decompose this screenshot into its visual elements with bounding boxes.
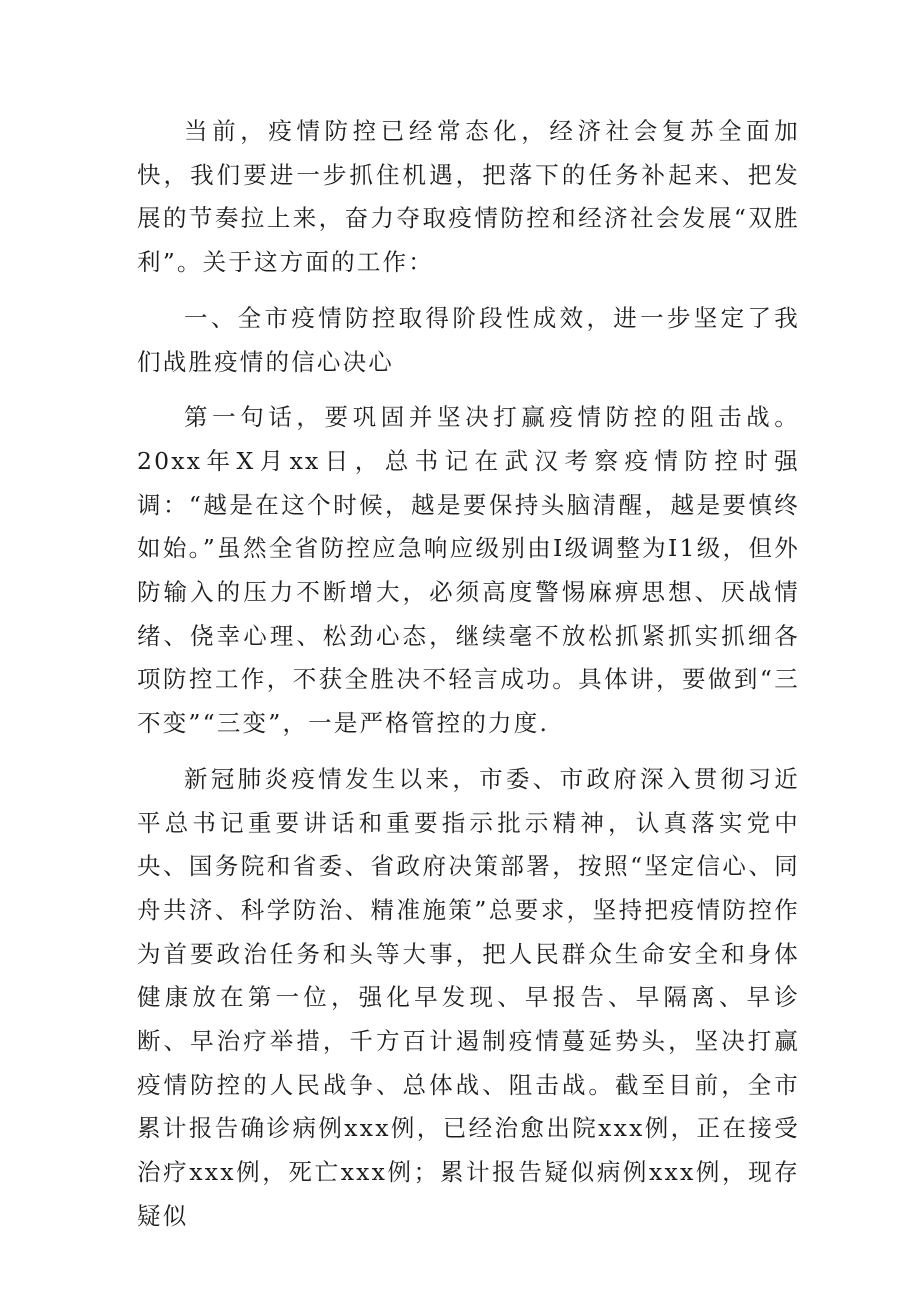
paragraph-summary: 新冠肺炎疫情发生以来，市委、市政府深入贯彻习近平总书记重要讲话和重要指示批示精神，认真落实党中央、国务院和省委、省政府决策部署，按照“坚定信心、同舟共济、科学防治、精准施策”总要求，坚持把疫情防控作为首要政治任务和头等大事，把人民群众生命安全和身体健康放在第一位，强化早发现、早报告、早隔离、早诊断、早治疗举措，千方百计遏制疫情蔓延势头，坚决打赢疫情防控的人民战争、总体战、阻击战。截至目前，全市累计报告确诊病例xxx例，已经治愈出院xxx例，正在接受治疗xxx例，死亡xxx例；累计报告疑似病例xxx例，现存疑似 <box>137 764 800 1230</box>
paragraph-first-point: 第一句话，要巩固并坚决打赢疫情防控的阻击战。20xx年X月xx日，总书记在武汉考察疫情防控时强调：“越是在这个时候，越是要保持头脑清醒，越是要慎终如始。”虽然全省防控应急响应级别由I级调整为I1级，但外防输入的压力不断增大，必须高度警惕麻痹思想、厌战情绪、侥幸心理、松劲心态，继续毫不放松抓紧抓实抓细各项防控工作，不获全胜决不轻言成功。具体讲，要做到“三不变”“三变”，一是严格管控的力度. <box>137 403 800 738</box>
paragraph-intro: 当前，疫情防控已经常态化，经济社会复苏全面加快，我们要进一步抓住机遇，把落下的任务补起来、把发展的节奏拉上来，奋力夺取疫情防控和经济社会发展“双胜利”。关于这方面的工作： <box>137 117 800 277</box>
section-heading: 一、全市疫情防控取得阶段性成效，进一步坚定了我们战胜疫情的信心决心 <box>137 303 800 376</box>
